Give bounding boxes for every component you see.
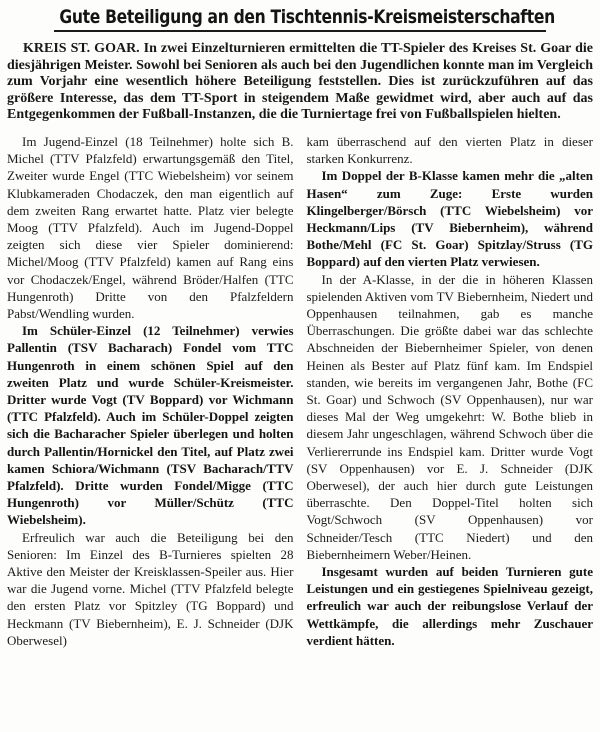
article-columns bbox=[5, 133, 595, 649]
paragraph-a-klasse: In der A-Klasse, in der die in höheren Klassen spielenden Aktiven vom TV Biebernheim, Niedert und Oppenhausen teilnahmen, gab es manche Überraschungen. Die größte dabei war das schlechte Abschneiden der Biebernheimer Spieler, von denen Heinen als Bester auf Platz fünf kam. Im Endspiel standen, wie bereits im vergangenen Jahr, Bothe (FC St. Goar) und Schwoch (SV Oppenhausen), nur war dieses Mal der Weg umgekehrt: W. Bothe blieb in diesem Jahr ungeschlagen, während Schwoch über die Verliererrunde ins Endspiel kam. Dritter wurde Vogt (SV Oppenhausen) vor E. J. Schneider (DJK Oberwesel), der auch hier durch gute Leistungen überraschte. Den Doppel-Titel holten sich Vogt/Schwoch (SV Oppenhausen) vor Schneider/Tesch (TTC Niedert) und den Biebernheimern Weber/Heinen. bbox=[306, 271, 593, 562]
column-right bbox=[307, 133, 594, 649]
paragraph-doppel-b-klasse: Im Doppel der B-Klasse kamen mehr die „alten Hasen“ zum Zuge: Erste wurden Klingelberger/Börsch (TTC Wiebelsheim) vor Heckmann/Lips (TV Biebernheim), während Bothe/Mehl (FC St. Goar) Spitzlay/Struss (TG Boppard) auf den vierten Platz verwiesen. bbox=[306, 168, 593, 270]
paragraph-jugend-einzel: Im Jugend-Einzel (18 Teilnehmer) holte sich B. Michel (TTV Pfalzfeld) erwartungsgemäß den Titel, Zweiter wurde Engel (TTC Wiebelsheim) vor seinem Klubkameraden Chodaczek, den man eigentlich auf dem zweiten Rang erwartet hatte. Platz vier belegte Moog (TTV Pfalzfeld). Auch im Jugend-Doppel zeigten sich diese vier Spieler dominierend: Michel/Moog (TTV Pfalzfeld) kamen auf Rang eins vor Chodaczek/Engel, während Bröder/Halfen (TTC Hungenroth) Dritte von den Pfalzfeldern Pabst/Wendling wurden. bbox=[7, 133, 294, 321]
paragraph-senioren-continuation: kam überraschend auf den vierten Platz in dieser starken Konkurrenz. bbox=[306, 133, 593, 167]
headline-underline bbox=[54, 30, 546, 32]
lead-paragraph: KREIS ST. GOAR. In zwei Einzelturnieren ermittelten die TT-Spieler des Kreises St. Goar die diesjährigen Meister. Sowohl bei Senioren als auch bei den Jugendlichen konnte man im Vergleich zum Vorjahr eine wesentlich höhere Beteiligung feststellen. Dies ist zurückzuführen auf das größere Interesse, das dem TT-Sport in steigendem Maße gewidmet wird, aber auch auf das Entgegenkommen der Fußball-Instanzen, die die Turniertage frei von Fußballspielen hielten. bbox=[7, 41, 593, 123]
paragraph-schueler-einzel: Im Schüler-Einzel (12 Teilnehmer) verwies Pallentin (TSV Bacharach) Fondel vom TTC Hungenroth in einem schönen Spiel auf den zweiten Platz und wurde Schüler-Kreismeister. Dritter wurde Vogt (TV Boppard) vor Wichmann (TTC Pfalzfeld). Auch im Schüler-Doppel zeigten sich die Bacharacher Spieler überlegen und holten durch Pallentin/Hornickel den Titel, auf Platz zwei kamen Schiora/Wichmann (TSV Bacharach/TTV Pfalzfeld). Dritte wurden Fondel/Migge (TTC Hungenroth) vor Müller/Schütz (TTC Wiebelsheim). bbox=[7, 323, 294, 528]
column-left bbox=[7, 133, 294, 649]
article-headline bbox=[5, 7, 595, 28]
headline-text: Gute Beteiligung an den Tischtennis-Kreismeisterschaften bbox=[59, 6, 555, 28]
paragraph-senioren: Erfreulich war auch die Beteiligung bei den Senioren: Im Einzel des B-Turnieres spielten 28 Aktive den Meister der Kreisklassen-Speiler aus. Hier war die Jugend vorne. Michel (TTV Pfalzfeld belegte den ersten Platz vor Spitzley (TG Boppard) und Heckmann (TV Biebernheim), E. J. Schneider (DJK Oberwesel) bbox=[7, 529, 294, 648]
paragraph-fazit: Insgesamt wurden auf beiden Turnieren gute Leistungen und ein gestiegenes Spielniveau gezeigt, erfreulich war auch der reibungslose Verlauf der Wettkämpfe, die allerdings mehr Zuschauer verdient hätten. bbox=[306, 564, 593, 648]
